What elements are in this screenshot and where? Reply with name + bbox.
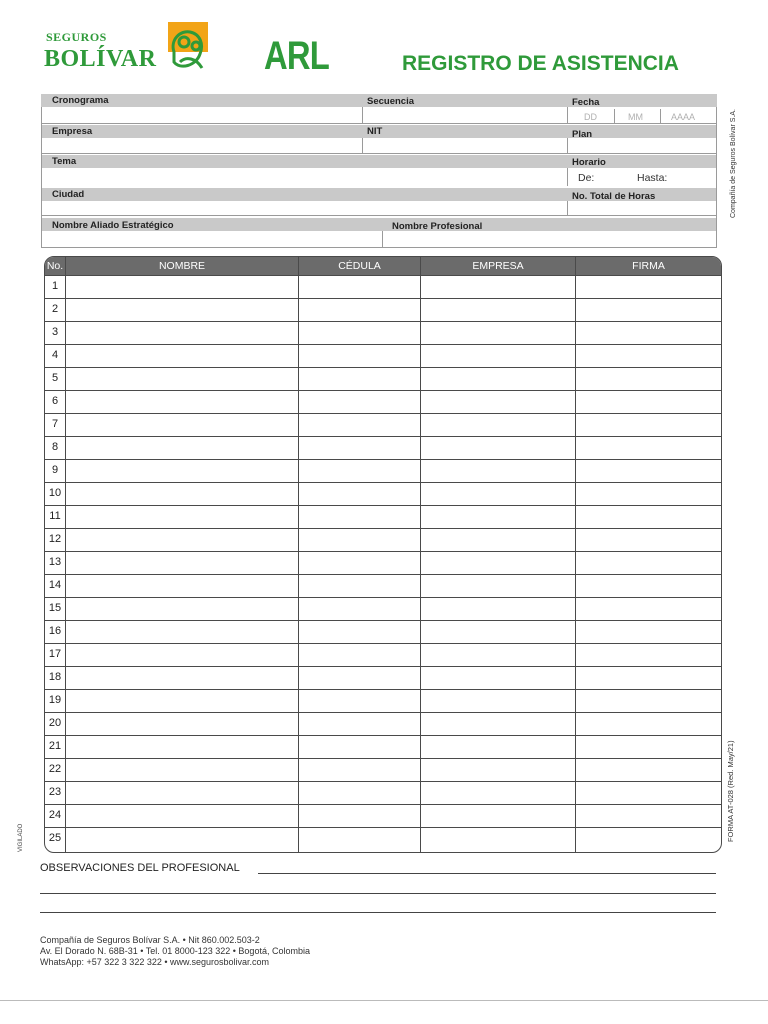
table-row-line: [45, 344, 721, 345]
table-row-line: [45, 689, 721, 690]
field-underline: [41, 123, 717, 124]
horario-de-field[interactable]: De:: [578, 172, 595, 184]
table-row-number: 8: [51, 441, 59, 453]
table-row-number: 20: [48, 717, 62, 729]
observaciones-line[interactable]: [40, 912, 716, 913]
table-row-number: 11: [49, 510, 61, 522]
table-row-line: [45, 735, 721, 736]
table-row-line: [45, 413, 721, 414]
observaciones-line[interactable]: [40, 893, 716, 894]
table-row-number: 2: [51, 303, 59, 315]
table-row-number: 6: [51, 395, 59, 407]
table-row-number: 22: [48, 763, 62, 775]
logo-bolivar-text: BOLÍVAR: [44, 46, 157, 72]
field-underline: [41, 247, 717, 248]
table-row-line: [45, 459, 721, 460]
table-row-number: 17: [48, 648, 62, 660]
field-divider: [567, 138, 568, 153]
table-row-line: [45, 804, 721, 805]
empresa-label: Empresa: [52, 126, 93, 137]
column-divider: [298, 257, 299, 852]
tema-label: Tema: [52, 156, 77, 167]
fecha-label: Fecha: [572, 97, 600, 108]
table-row-line: [45, 436, 721, 437]
table-row-number: 21: [48, 740, 62, 752]
fecha-aaaa-field[interactable]: AAAA: [671, 112, 696, 122]
footer-line-2: Av. El Dorado N. 68B-31 • Tel. 01 8000-123 322 • Bogotá, Colombia: [40, 946, 310, 956]
table-row-line: [45, 666, 721, 667]
table-row-line: [45, 781, 721, 782]
column-divider: [420, 257, 421, 852]
header-nombre: NOMBRE: [158, 260, 206, 272]
cronograma-label: Cronograma: [52, 95, 109, 106]
ciudad-label: Ciudad: [52, 189, 85, 200]
field-divider: [567, 168, 568, 186]
field-divider: [614, 109, 615, 123]
field-underline: [41, 215, 717, 216]
table-row-number: 4: [51, 349, 59, 361]
table-row-number: 5: [51, 372, 59, 384]
arl-title: ARL: [264, 34, 329, 78]
bottom-rule: [0, 1000, 768, 1001]
table-row-number: 9: [51, 464, 59, 476]
horario-hasta-field[interactable]: Hasta:: [637, 172, 668, 184]
table-row-number: 12: [48, 533, 62, 545]
vigilado-mark: VIGILADO: [18, 823, 24, 852]
header-firma: FIRMA: [632, 260, 665, 272]
field-divider: [382, 231, 383, 247]
field-divider: [660, 109, 661, 123]
fecha-mm-field[interactable]: MM: [628, 112, 643, 122]
table-header: [45, 257, 721, 275]
table-row-number: 13: [48, 556, 62, 568]
form-code: FORMA AT-028 (Red. May/21): [726, 740, 735, 842]
table-row-number: 7: [51, 418, 59, 430]
table-row-line: [45, 551, 721, 552]
table-row-number: 18: [48, 671, 62, 683]
page-title: REGISTRO DE ASISTENCIA: [402, 52, 679, 75]
fecha-dd-field[interactable]: DD: [584, 112, 597, 122]
table-row-number: 25: [48, 832, 62, 844]
table-row-line: [45, 298, 721, 299]
table-row-number: 19: [48, 694, 62, 706]
field-divider: [362, 107, 363, 123]
table-row-line: [45, 482, 721, 483]
table-row-line: [45, 367, 721, 368]
table-row-number: 24: [48, 809, 62, 821]
table-row-number: 15: [48, 602, 62, 614]
table-row-number: 23: [48, 786, 62, 798]
footer-line-1: Compañía de Seguros Bolívar S.A. • Nit 860.002.503-2: [40, 935, 260, 945]
header-empresa: EMPRESA: [472, 260, 524, 272]
table-row-line: [45, 528, 721, 529]
field-divider: [567, 201, 568, 215]
nit-label: NIT: [367, 126, 383, 137]
profesional-label: Nombre Profesional: [392, 221, 483, 232]
table-row-line: [45, 390, 721, 391]
table-row-line: [45, 597, 721, 598]
table-row-line: [45, 321, 721, 322]
table-row-line: [45, 620, 721, 621]
field-divider: [362, 138, 363, 153]
field-border-left: [41, 107, 42, 247]
field-divider: [567, 107, 568, 123]
table-row-line: [45, 574, 721, 575]
attendance-table: [44, 256, 722, 853]
horario-label: Horario: [572, 157, 606, 168]
table-row-line: [45, 712, 721, 713]
total-horas-label: No. Total de Horas: [572, 191, 656, 202]
secuencia-label: Secuencia: [367, 96, 414, 107]
header-band: [41, 155, 717, 168]
family-logo-icon: [166, 22, 212, 74]
table-row-number: 10: [48, 487, 62, 499]
field-underline: [41, 153, 717, 154]
table-row-number: 3: [51, 326, 59, 338]
company-side-text: Compañía de Seguros Bolívar S.A.: [730, 109, 737, 218]
table-row-number: 16: [48, 625, 62, 637]
table-row-line: [45, 643, 721, 644]
header-no: No.: [46, 260, 64, 272]
header-cedula: CÉDULA: [338, 260, 381, 272]
field-border-right: [716, 107, 717, 247]
table-row-number: 1: [51, 280, 59, 292]
footer-line-3: WhatsApp: +57 322 3 322 322 • www.segurosbolivar.com: [40, 957, 270, 967]
table-row-line: [45, 827, 721, 828]
table-row-number: 14: [48, 579, 62, 591]
aliado-label: Nombre Aliado Estratégico: [52, 220, 174, 231]
observaciones-line[interactable]: [258, 873, 716, 874]
table-row-line: [45, 505, 721, 506]
table-row-line: [45, 275, 721, 276]
column-divider: [575, 257, 576, 852]
column-divider: [65, 257, 66, 852]
plan-label: Plan: [572, 129, 593, 140]
observaciones-label: OBSERVACIONES DEL PROFESIONAL: [40, 862, 240, 874]
table-row-line: [45, 758, 721, 759]
logo-seguros-text: SEGUROS: [46, 30, 107, 44]
